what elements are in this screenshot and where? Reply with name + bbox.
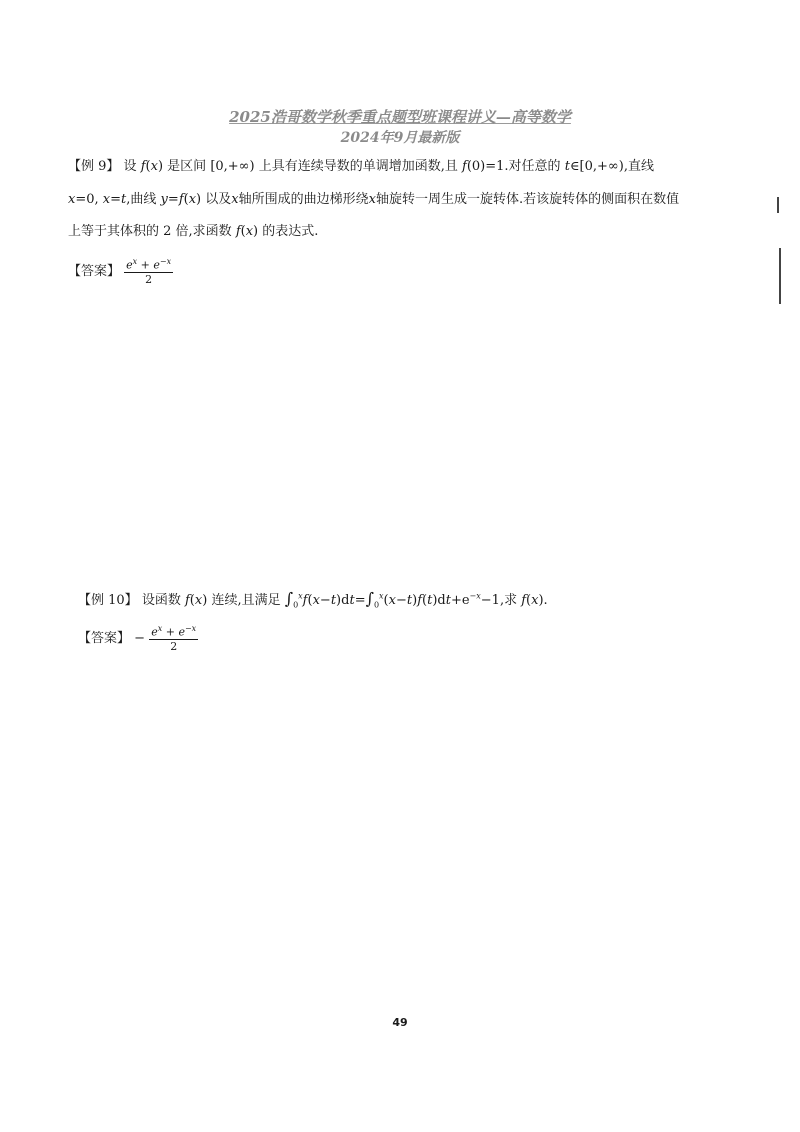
formula: x [231,192,239,207]
text: ,直线 [623,159,654,174]
fraction-denominator: 2 [145,272,153,286]
answer-fraction [149,625,198,652]
formula: t∈[0,+∞) [564,159,624,174]
example-9-line-1: 【例 9】 设 f(x) 是区间 [0,+∞) 上具有连续导数的单调增加函数,且 f(0)=1.对任意的 t∈[0,+∞),直线 [68,159,654,174]
formula: x=0, x=t [68,192,127,207]
page-number: 49 [392,1016,408,1029]
example-10-line-1 [78,591,548,610]
text: 设函数 [141,593,181,608]
text: ,曲线 [126,192,157,207]
text: 连续,且满足 [211,593,281,608]
formula: [0,+∞) [210,159,255,174]
example-9-label: 【例 9】 [68,159,120,174]
fraction-numerator: $e^x + e^{-x}$ [126,257,172,272]
text: 的表达式. [262,224,319,239]
text: 以及 [205,192,232,207]
formula: f(x). [521,593,548,608]
answer-label: 【答案】 [68,263,121,279]
formula: f(0)=1 [462,159,505,174]
answer-label: 【答案】 [78,630,131,646]
example-9-answer [68,258,173,285]
text: .对任意的 [504,159,561,174]
text: 上等于其体积的 2 倍,求函数 [68,224,232,239]
formula: f(x) [184,593,208,608]
text: 轴所围成的曲边梯形绕 [238,192,369,207]
formula: x [368,192,376,207]
scan-artifact [779,248,781,304]
example-10-answer [78,625,198,652]
answer-fraction [124,258,173,285]
header-title: 2025浩哥数学秋季重点题型班课程讲义—高等数学 [229,108,571,126]
answer-sign: − [134,630,146,646]
example-9-line-3 [68,225,318,238]
fraction-numerator: $e^x + e^{-x}$ [151,624,197,639]
formula: f(x) [235,224,259,239]
example-9-line-2 [68,193,679,206]
text: 轴旋转一周生成一旋转体.若该旋转体的侧面积在数值 [375,192,680,207]
scan-artifact [777,197,779,213]
header-subtitle: 2024年9月最新版 [340,130,460,146]
formula: y=f(x) [160,192,202,207]
example-10-label: 【例 10】 [78,593,138,608]
integral-equation: $\int_0^xf(x-t)dt=\int_0^x(x-t)f(t)dt+e^{-x}-1$ [284,589,500,610]
text: 是区间 [167,159,207,174]
text: 上具有连续导数的单调增加函数,且 [258,159,458,174]
fraction-denominator: 2 [170,639,178,653]
text: ,求 [499,593,518,608]
text: 设 [123,159,137,174]
formula: f [140,159,146,174]
